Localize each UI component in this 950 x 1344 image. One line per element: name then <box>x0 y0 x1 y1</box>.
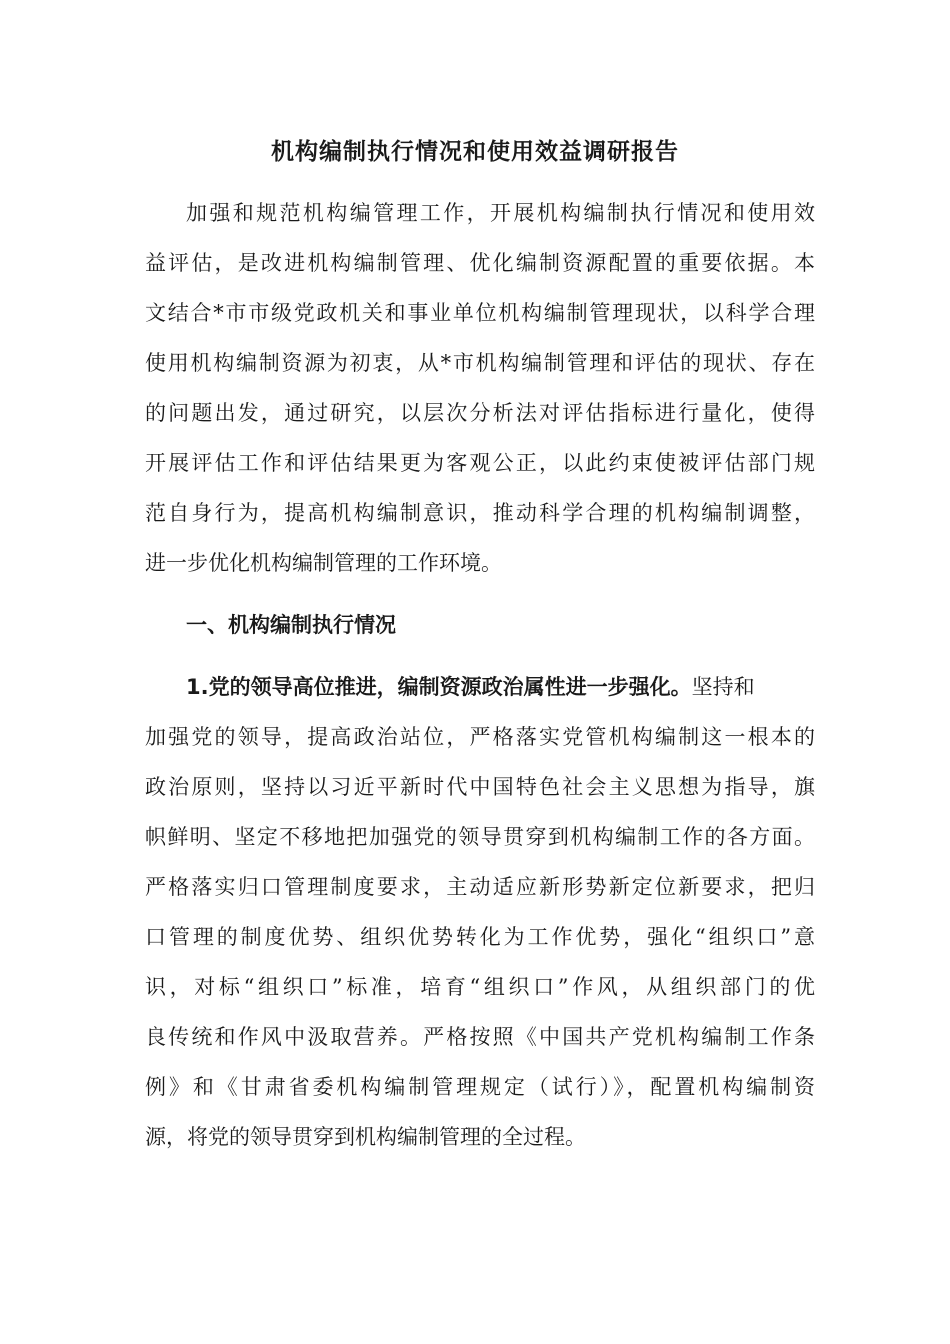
body-line: 识，对标“组织口”标准，培育“组织口”作风，从组织部门的优 <box>145 975 815 999</box>
point-first-line <box>186 662 815 712</box>
intro-line: 进一步优化机构编制管理的工作环境。 <box>145 551 502 575</box>
intro-line: 文结合*市市级党政机关和事业单位机构编制管理现状，以科学合理 <box>145 301 815 325</box>
intro-line: 的问题出发，通过研究，以层次分析法对评估指标进行量化，使得 <box>145 401 815 425</box>
intro-line: 使用机构编制资源为初衷，从*市机构编制管理和评估的现状、存在 <box>145 351 815 375</box>
body-line: 加强党的领导，提高政治站位，严格落实党管机构编制这一根本的 <box>145 725 815 749</box>
body-line: 源，将党的领导贯穿到机构编制管理的全过程。 <box>145 1125 586 1149</box>
point-lead: 1.党的领导高位推进，编制资源政治属性进一步强化。 <box>186 675 692 699</box>
body-line: 帜鲜明、坚定不移地把加强党的领导贯穿到机构编制工作的各方面。 <box>145 825 815 849</box>
point-lead-rest: 坚持和 <box>691 675 755 699</box>
section-heading: 一、机构编制执行情况 <box>186 613 396 637</box>
intro-line: 益评估，是改进机构编制管理、优化编制资源配置的重要依据。本 <box>145 251 815 275</box>
body-line: 政治原则，坚持以习近平新时代中国特色社会主义思想为指导，旗 <box>145 775 815 799</box>
document-title: 机构编制执行情况和使用效益调研报告 <box>271 139 679 165</box>
intro-line: 加强和规范机构编管理工作，开展机构编制执行情况和使用效 <box>186 201 815 225</box>
intro-line: 范自身行为，提高机构编制意识，推动科学合理的机构编制调整， <box>145 501 815 525</box>
body-line: 口管理的制度优势、组织优势转化为工作优势，强化“组织口”意 <box>145 925 815 949</box>
body-line: 良传统和作风中汲取营养。严格按照《中国共产党机构编制工作条 <box>145 1025 815 1049</box>
body-line: 严格落实归口管理制度要求，主动适应新形势新定位新要求，把归 <box>145 875 815 899</box>
body-line: 例》和《甘肃省委机构编制管理规定（试行）》，配置机构编制资 <box>145 1075 815 1099</box>
intro-line: 开展评估工作和评估结果更为客观公正，以此约束使被评估部门规 <box>145 451 815 475</box>
